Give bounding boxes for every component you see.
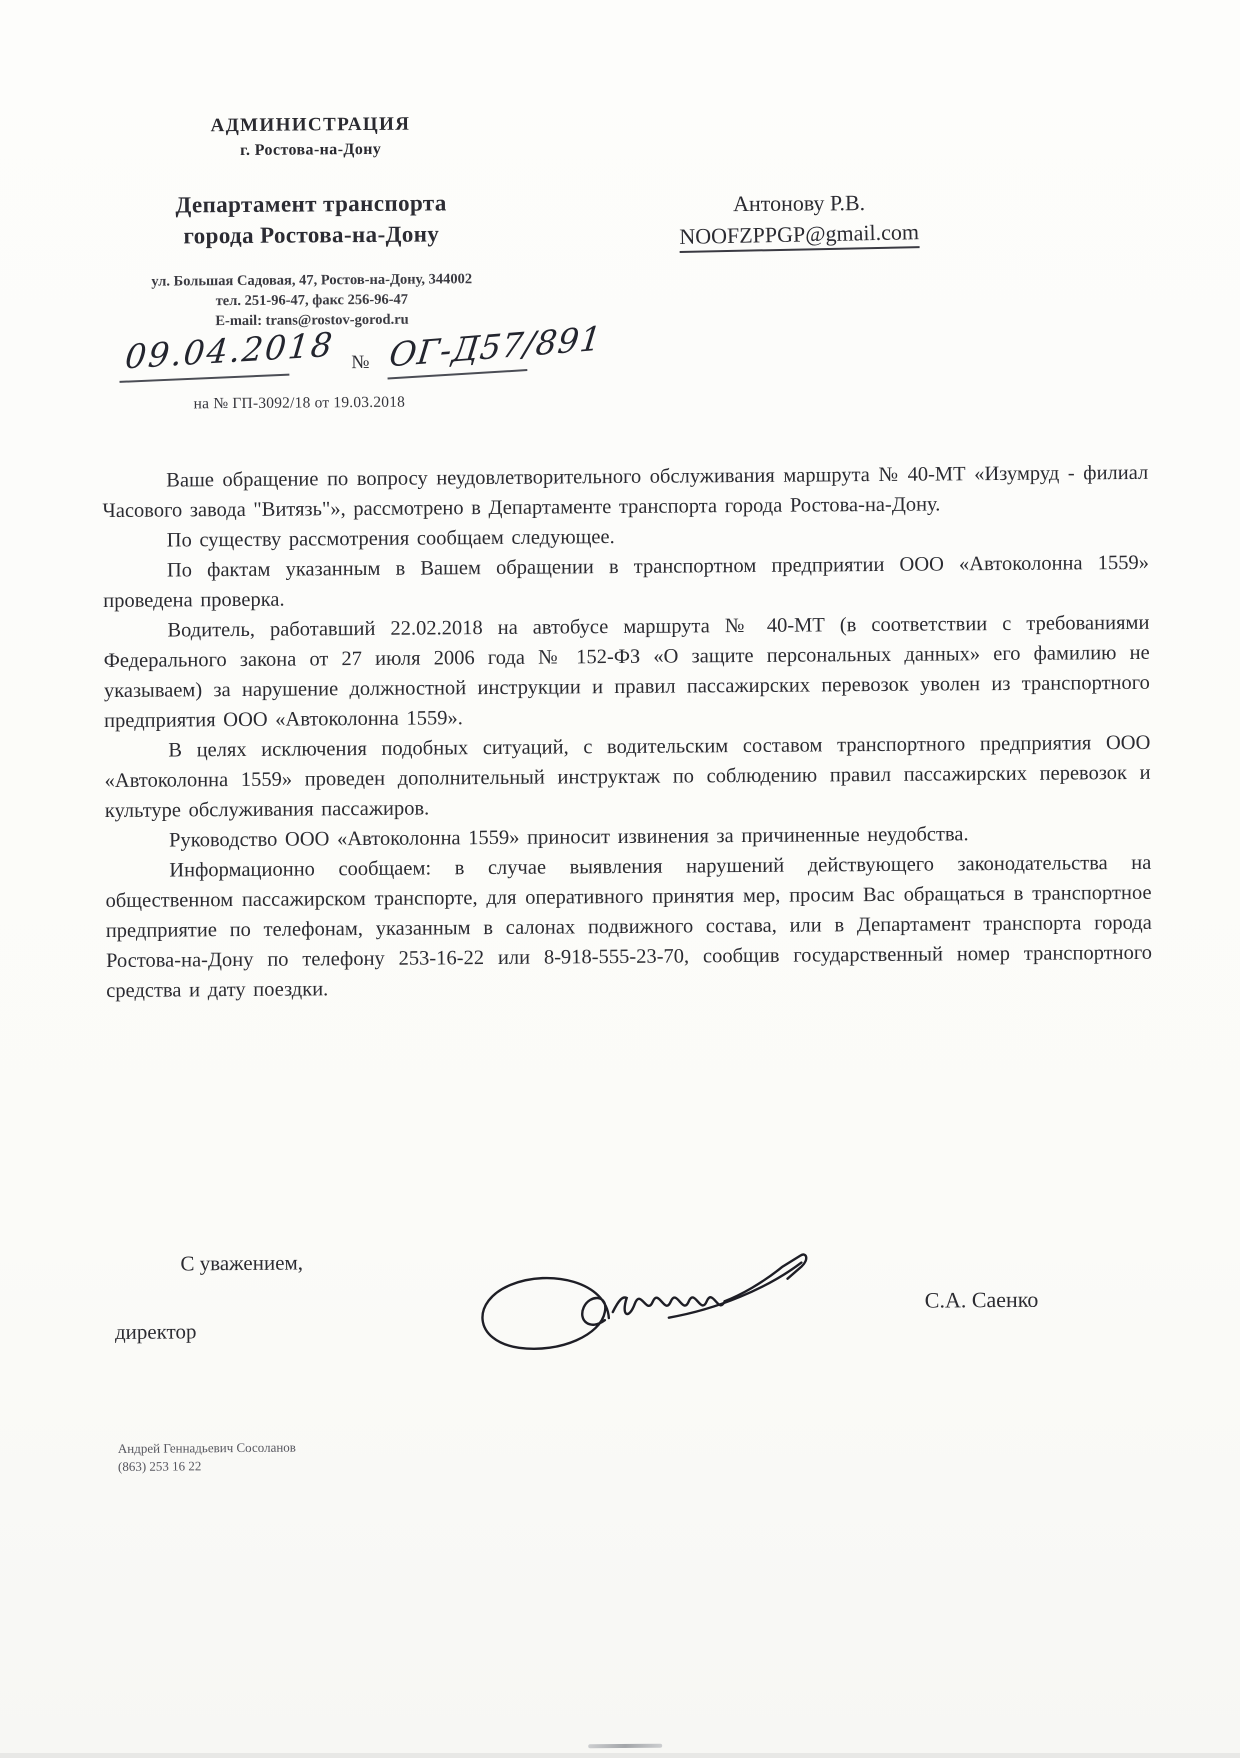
handwritten-number: ОГ-Д57/891	[387, 318, 605, 375]
signer-name: С.А. Саенко	[924, 1286, 1039, 1313]
recipient-name: Антонову Р.В.	[732, 190, 866, 217]
org-city: г. Ростова-на-Дону	[240, 140, 382, 159]
body-paragraph: Руководство ООО «Автоколонна 1559» приносит извинения за причиненные неудобства.	[168, 823, 969, 852]
body-paragraph: В целях исключения подобных ситуаций, с водительским составом транспортного предприятия ООО «Автоколонна 1559» проведен дополнительный инструктаж по соблюдению правил пассажирских перевозок и культуре обслуживания пассажиров.	[104, 731, 1151, 823]
recipient-email: NOOFZPPGP@gmail.com	[679, 219, 919, 253]
signature-scribble-icon	[456, 1252, 827, 1370]
signer-position: директор	[114, 1319, 197, 1344]
org-name: АДМИНИСТРАЦИЯ	[210, 113, 411, 137]
body-paragraph: По фактам указанным в Вашем обращении в транспортном предприятии ООО «Автоколонна 1559» проведена проверка.	[103, 551, 1150, 613]
handwritten-date: 09.04.2018	[123, 324, 336, 377]
footer-contact-name: Андрей Геннадьевич Сосоланов	[117, 1439, 296, 1456]
body-paragraph: Водитель, работавший 22.02.2018 на автобусе маршрута № 40-МТ (в соответствии с требованиями Федерального закона от 27 июля 2006 года № 152-ФЗ «О защите персональных данных» его фамилию не указываем) за нарушение должностной инструкции и правил пассажирских перевозок уволен из транспортного предприятия ООО «Автоколонна 1559».	[103, 611, 1150, 733]
footer-contact-phone: (863) 253 16 22	[117, 1458, 202, 1474]
body-paragraph: По существу рассмотрения сообщаем следующее.	[166, 526, 615, 552]
body-paragraph: Информационно сообщаем: в случае выявления нарушений действующего законодательства на общественном пассажирском транспорте, для оперативного принятия мер, просим Вас обращаться в транспортное предприятие по телефонам, указанным в салонах подвижного состава, или в Департамент транспорта города Ростова-на-Дону по телефону 253-16-22 или 8-918-555-23-70, сообщив государственный номер транспортного средства и дату поездки.	[105, 851, 1153, 1003]
letterhead-department-block	[121, 187, 501, 252]
number-sign: №	[351, 351, 370, 374]
footer-contact-block	[118, 1439, 296, 1476]
department-line-1: Департамент транспорта	[175, 190, 447, 218]
scan-artifact	[588, 1744, 662, 1749]
letterhead-phone: тел. 251-96-47, факс 256-96-47	[215, 291, 409, 310]
closing-phrase: С уважением,	[180, 1250, 304, 1276]
letter-body	[102, 458, 1152, 1006]
letterhead-email: E-mail: trans@rostov-gorod.ru	[215, 311, 409, 330]
reply-reference: на № ГП-3092/18 от 19.03.2018	[193, 393, 406, 413]
department-line-2: города Ростова-на-Дону	[183, 221, 440, 249]
letterhead-address: ул. Большая Садовая, 47, Ростов-на-Дону, 344002	[151, 271, 473, 290]
recipient-block	[624, 189, 974, 252]
letterhead-contacts	[97, 269, 527, 332]
letterhead-org-block	[135, 113, 485, 161]
body-paragraph: Ваше обращение по вопросу неудовлетворительного обслуживания маршрута № 40-МТ «Изумруд - филиал Часового завода "Витязь"», рассмотрено в Департаменте транспорта города Ростова-на-Дону.	[102, 461, 1149, 523]
